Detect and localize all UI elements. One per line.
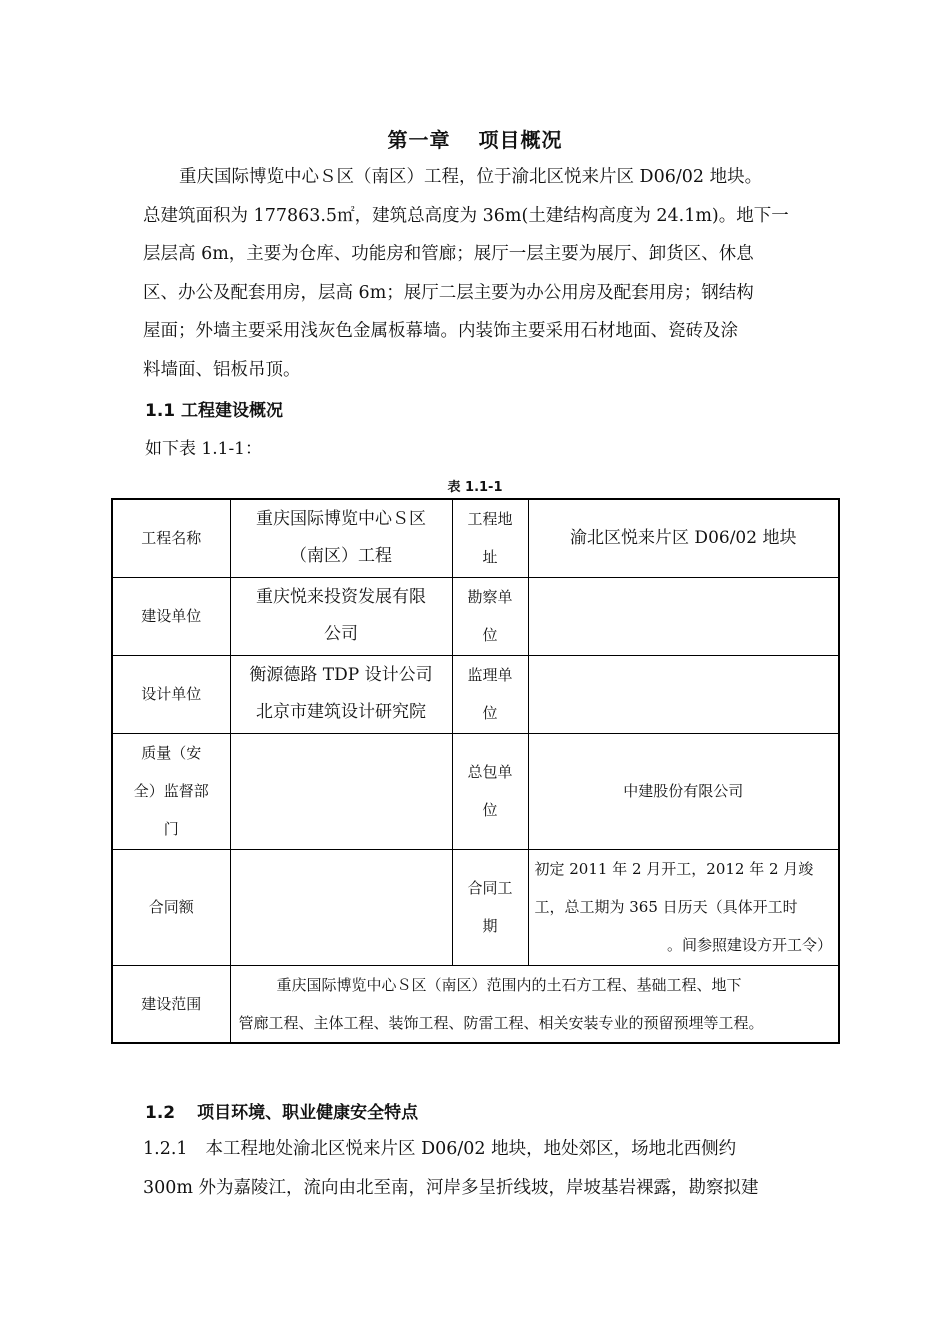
project-info-table (111, 498, 840, 1044)
paragraph-line: 300m 外为嘉陵江，流向由北至南，河岸多呈折线坡，岸坡基岩裸露，勘察拟建 (143, 1177, 759, 1198)
contract-period-value: 初定 2011 年 2 月开工，2012 年 2 月竣 工，总工期为 365 日历天（具体开工时 。间参照建设方开工令） (528, 849, 839, 965)
scope-label: 建设范围 (112, 965, 230, 1043)
project-name-label: 工程名称 (112, 499, 230, 577)
project-name-value: 重庆国际博览中心Ｓ区 （南区）工程 (230, 499, 452, 577)
overview-line: 料墙面、铝板吊顶。 (143, 359, 301, 380)
table-caption: 表 1.1-1 (447, 480, 503, 495)
overview-line: 总建筑面积为 177863.5㎡，建筑总高度为 36m(土建结构高度为 24.1m)。地下一 (143, 205, 789, 226)
table-row (112, 849, 839, 965)
overview-line: 层层高 6m，主要为仓库、功能房和管廊；展厅一层主要为展厅、卸货区、休息 (143, 244, 754, 265)
overview-paragraph (143, 158, 813, 390)
chapter-name: 项目概况 (478, 128, 563, 152)
address-value: 渝北区悦来片区 D06/02 地块 (528, 499, 839, 577)
table-row (112, 965, 839, 1043)
builder-label: 建设单位 (112, 577, 230, 655)
survey-value (528, 577, 839, 655)
chapter-title (0, 124, 950, 153)
builder-value: 重庆悦来投资发展有限 公司 (230, 577, 452, 655)
contract-period-label: 合同工 期 (452, 849, 528, 965)
table-intro: 如下表 1.1-1： (145, 439, 262, 459)
supervision-label: 监理单 位 (452, 655, 528, 733)
address-label: 工程地 址 (452, 499, 528, 577)
scope-value: 重庆国际博览中心Ｓ区（南区）范围内的土石方工程、基础工程、地下 管廊工程、主体工程、装饰工程、防雷工程、相关安装专业的预留预埋等工程。 (230, 965, 839, 1043)
overview-line: 重庆国际博览中心Ｓ区（南区）工程，位于渝北区悦来片区 D06/02 地块。 (179, 167, 763, 187)
contract-amount-value (230, 849, 452, 965)
section-number: 1.2 (145, 1103, 176, 1123)
table-row (112, 733, 839, 849)
section-title: 工程建设概况 (181, 401, 284, 421)
table-row (112, 577, 839, 655)
section-1-2-heading (145, 1098, 418, 1123)
paragraph-line: 1.2.1 本工程地处渝北区悦来片区 D06/02 地块，地处郊区，场地北西侧约 (143, 1139, 737, 1159)
overview-line: 屋面；外墙主要采用浅灰色金属板幕墙。内装饰主要采用石材地面、瓷砖及涂 (143, 321, 738, 342)
quality-value (230, 733, 452, 849)
supervision-value (528, 655, 839, 733)
section-1-2-1-paragraph (143, 1130, 813, 1207)
section-number: 1.1 (145, 401, 176, 421)
design-value: 衡源德路 TDP 设计公司 北京市建筑设计研究院 (230, 655, 452, 733)
table-row (112, 655, 839, 733)
section-1-1-heading (145, 396, 283, 421)
design-label: 设计单位 (112, 655, 230, 733)
subsection-number: 1.2.1 (143, 1139, 188, 1159)
general-contractor-label: 总包单 位 (452, 733, 528, 849)
section-title: 项目环境、职业健康安全特点 (197, 1103, 419, 1123)
table-row (112, 499, 839, 577)
contract-amount-label: 合同额 (112, 849, 230, 965)
survey-label: 勘察单 位 (452, 577, 528, 655)
general-contractor-value: 中建股份有限公司 (528, 733, 839, 849)
chapter-number: 第一章 (387, 128, 451, 152)
overview-line: 区、办公及配套用房，层高 6m；展厅二层主要为办公用房及配套用房；钢结构 (143, 282, 754, 303)
quality-label: 质量（安 全）监督部 门 (112, 733, 230, 849)
